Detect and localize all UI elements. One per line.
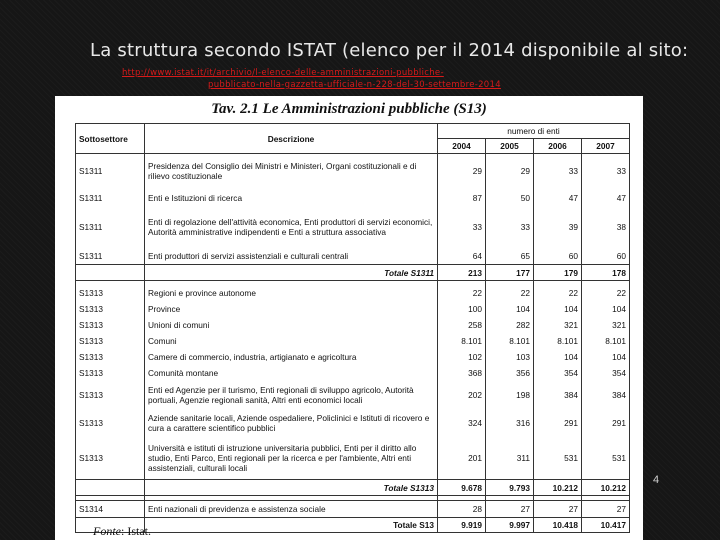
row-value: 324 — [438, 409, 486, 437]
row-value: 33 — [582, 154, 630, 189]
total-label: Totale S1313 — [145, 480, 438, 496]
row-description: Enti ed Agenzie per il turismo, Enti regionali di sviluppo agricolo, Autorità portuali, Agenzie regionali sanità, Altri enti economici locali — [145, 381, 438, 409]
row-code: S1313 — [76, 317, 145, 333]
row-value: 531 — [582, 437, 630, 480]
row-value: 60 — [534, 247, 582, 265]
total-label: Totale S1311 — [145, 265, 438, 281]
source-value: : Istat. — [121, 524, 151, 538]
row-value: 8.101 — [438, 333, 486, 349]
row-value: 47 — [534, 188, 582, 207]
header-sottosettore: Sottosettore — [76, 124, 145, 154]
row-code: S1313 — [76, 349, 145, 365]
row-description: Università e istituti di istruzione universitaria pubblici, Enti per il diritto allo studio, Enti Parco, Enti regionali per la ricerca e per l'ambiente, Altri enti assistenziali, culturali locali — [145, 437, 438, 480]
total-value: 9.678 — [438, 480, 486, 496]
row-value: 321 — [582, 317, 630, 333]
row-value: 29 — [486, 154, 534, 189]
row-value: 27 — [582, 501, 630, 518]
total-value: 213 — [438, 265, 486, 281]
row-value: 50 — [486, 188, 534, 207]
slide-title: La struttura secondo ISTAT (elenco per il 2014 disponibile al sito: — [90, 40, 689, 61]
total-label: Totale S13 — [145, 518, 438, 533]
table-row — [76, 501, 630, 518]
row-value: 384 — [582, 381, 630, 409]
total-value: 10.417 — [582, 518, 630, 533]
row-value: 27 — [486, 501, 534, 518]
row-value: 27 — [534, 501, 582, 518]
total-value: 9.997 — [486, 518, 534, 533]
row-code: S1313 — [76, 333, 145, 349]
row-value: 29 — [438, 154, 486, 189]
row-value: 282 — [486, 317, 534, 333]
row-description: Regioni e province autonome — [145, 285, 438, 301]
page-number: 4 — [653, 474, 660, 486]
row-value: 64 — [438, 247, 486, 265]
row-code: S1314 — [76, 501, 145, 518]
header-descrizione: Descrizione — [145, 124, 438, 154]
row-description: Presidenza del Consiglio dei Ministri e Ministeri, Organi costituzionali e di rilievo costituzionale — [145, 154, 438, 189]
total-value: 177 — [486, 265, 534, 281]
row-value: 33 — [534, 154, 582, 189]
row-value: 198 — [486, 381, 534, 409]
header-year: 2004 — [438, 139, 486, 154]
row-code: S1311 — [76, 207, 145, 247]
total-value: 9.793 — [486, 480, 534, 496]
row-value: 316 — [486, 409, 534, 437]
source-note — [93, 524, 151, 539]
table-row — [76, 188, 630, 207]
row-code: S1313 — [76, 301, 145, 317]
row-value: 22 — [582, 285, 630, 301]
header-year: 2006 — [534, 139, 582, 154]
istat-link-line2[interactable]: pubblicato-nella-gazzetta-ufficiale-n-228-del-30-settembre-2014 — [208, 80, 501, 90]
row-code: S1313 — [76, 365, 145, 381]
row-value: 22 — [438, 285, 486, 301]
row-value: 311 — [486, 437, 534, 480]
row-description: Enti nazionali di previdenza e assistenza sociale — [145, 501, 438, 518]
row-value: 33 — [438, 207, 486, 247]
row-value: 8.101 — [486, 333, 534, 349]
table-row — [76, 381, 630, 409]
row-value: 104 — [534, 301, 582, 317]
row-value: 202 — [438, 381, 486, 409]
header-year: 2007 — [582, 139, 630, 154]
row-value: 47 — [582, 188, 630, 207]
table-row — [76, 333, 630, 349]
row-value: 65 — [486, 247, 534, 265]
total-value: 10.418 — [534, 518, 582, 533]
row-value: 104 — [582, 301, 630, 317]
row-description: Enti e Istituzioni di ricerca — [145, 188, 438, 207]
total-row — [76, 518, 630, 533]
total-row — [76, 480, 630, 496]
row-description: Province — [145, 301, 438, 317]
total-value: 10.212 — [534, 480, 582, 496]
total-value: 179 — [534, 265, 582, 281]
row-description: Comuni — [145, 333, 438, 349]
row-value: 356 — [486, 365, 534, 381]
row-value: 384 — [534, 381, 582, 409]
row-value: 201 — [438, 437, 486, 480]
row-value: 531 — [534, 437, 582, 480]
row-value: 102 — [438, 349, 486, 365]
source-label: Fonte — [93, 524, 121, 538]
table-row — [76, 437, 630, 480]
table-row — [76, 409, 630, 437]
row-value: 33 — [486, 207, 534, 247]
row-description: Camere di commercio, industria, artigianato e agricoltura — [145, 349, 438, 365]
row-value: 8.101 — [534, 333, 582, 349]
row-value: 104 — [534, 349, 582, 365]
row-code: S1313 — [76, 381, 145, 409]
istat-link-line1[interactable]: http://www.istat.it/it/archivio/l-elenco-delle-amministrazioni-pubbliche- — [122, 68, 444, 78]
row-description: Unioni di comuni — [145, 317, 438, 333]
total-value: 9.919 — [438, 518, 486, 533]
row-code: S1313 — [76, 437, 145, 480]
row-value: 368 — [438, 365, 486, 381]
row-value: 87 — [438, 188, 486, 207]
row-code: S1313 — [76, 285, 145, 301]
row-value: 100 — [438, 301, 486, 317]
row-value: 39 — [534, 207, 582, 247]
table-row — [76, 365, 630, 381]
table-row — [76, 154, 630, 189]
table-row — [76, 349, 630, 365]
row-code: S1311 — [76, 154, 145, 189]
row-value: 60 — [582, 247, 630, 265]
row-description: Comunità montane — [145, 365, 438, 381]
table-row — [76, 207, 630, 247]
row-description: Enti produttori di servizi assistenziali e culturali centrali — [145, 247, 438, 265]
row-value: 291 — [534, 409, 582, 437]
row-value: 104 — [486, 301, 534, 317]
table-title: Tav. 2.1 Le Amministrazioni pubbliche (S13) — [211, 101, 487, 117]
table-row — [76, 301, 630, 317]
row-code: S1311 — [76, 247, 145, 265]
header-year: 2005 — [486, 139, 534, 154]
total-value: 178 — [582, 265, 630, 281]
table-row — [76, 285, 630, 301]
total-value: 10.212 — [582, 480, 630, 496]
table-image — [55, 96, 643, 540]
row-code: S1313 — [76, 409, 145, 437]
row-value: 22 — [486, 285, 534, 301]
table-row — [76, 317, 630, 333]
row-description: Aziende sanitarie locali, Aziende ospedaliere, Policlinici e Istituti di ricovero e cura a carattere scientifico pubblici — [145, 409, 438, 437]
entities-table — [75, 123, 630, 533]
row-code: S1311 — [76, 188, 145, 207]
row-value: 354 — [534, 365, 582, 381]
row-value: 354 — [582, 365, 630, 381]
row-value: 291 — [582, 409, 630, 437]
row-value: 104 — [582, 349, 630, 365]
row-value: 22 — [534, 285, 582, 301]
row-value: 38 — [582, 207, 630, 247]
row-value: 103 — [486, 349, 534, 365]
row-value: 258 — [438, 317, 486, 333]
row-value: 321 — [534, 317, 582, 333]
table-row — [76, 247, 630, 265]
row-description: Enti di regolazione dell'attività economica, Enti produttori di servizi economici, Autorità amministrative indipendenti e Enti a struttura associativa — [145, 207, 438, 247]
row-value: 8.101 — [582, 333, 630, 349]
row-value: 28 — [438, 501, 486, 518]
header-numero-enti: numero di enti — [438, 124, 630, 139]
total-row — [76, 265, 630, 281]
